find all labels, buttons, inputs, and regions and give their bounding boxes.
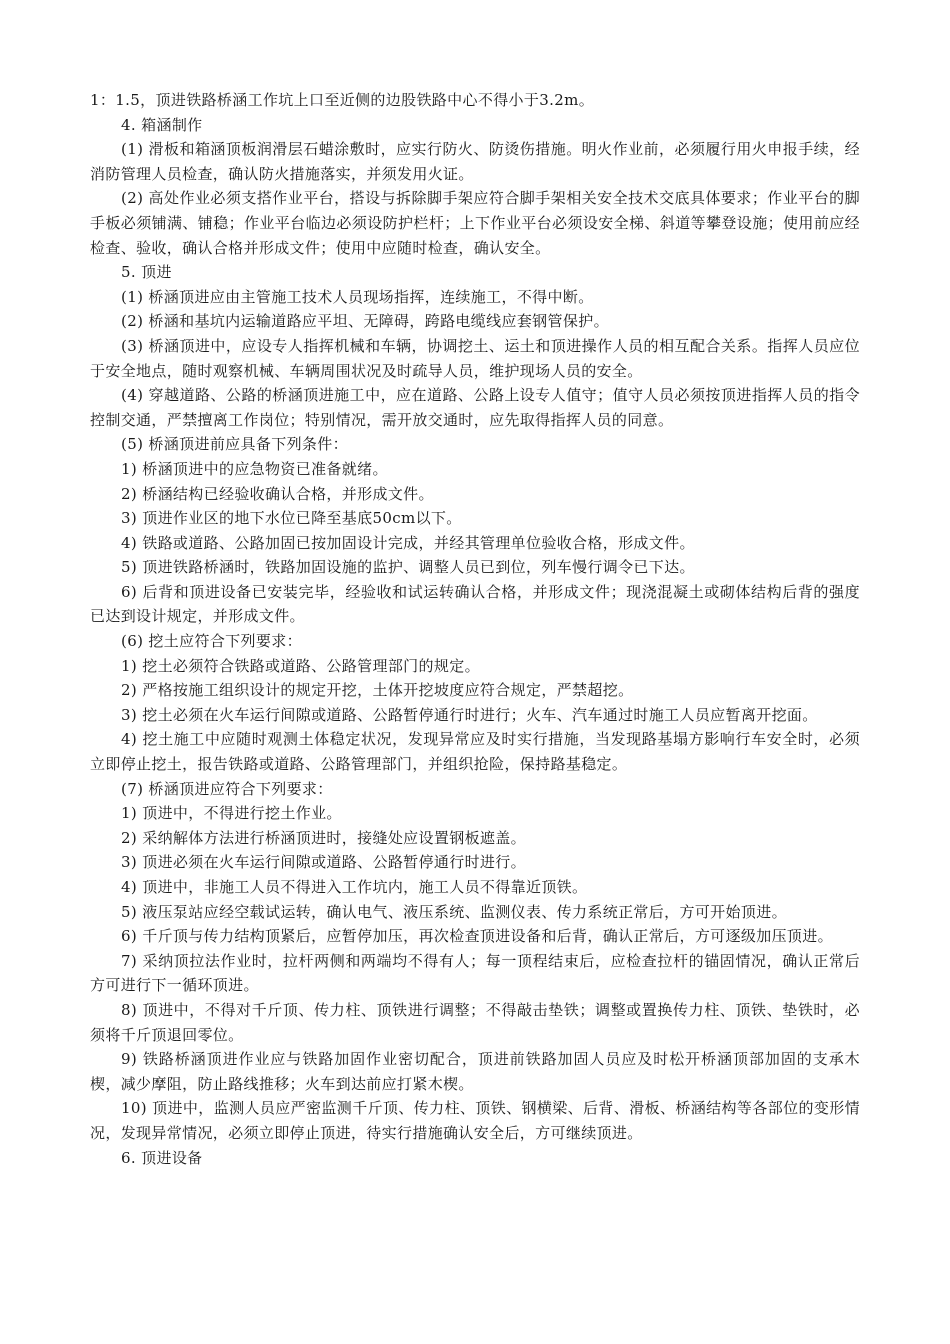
document-page [90,88,860,1170]
list-item: 4) 挖土施工中应随时观测土体稳定状况，发现异常应及时实行措施，当发现路基塌方影响行车安全时，必须立即停止挖土，报告铁路或道路、公路管理部门，并组织抢险，保持路基稳定。 [90,730,860,774]
list-item: 1) 顶进中，不得进行挖土作业。 [121,804,342,823]
paragraph: (3) 桥涵顶进中，应设专人指挥机械和车辆，协调挖土、运土和顶进操作人员的相互配合关系。指挥人员应位于安全地点，随时观察机械、车辆周围状况及时疏导人员，维护现场人员的安全。 [90,336,860,380]
paragraph: (7) 桥涵顶进应符合下列要求： [121,779,333,798]
list-item: 8) 顶进中，不得对千斤顶、传力柱、顶铁进行调整；不得敲击垫铁；调整或置换传力柱、顶铁、垫铁时，必须将千斤顶退回零位。 [90,1000,860,1044]
paragraph: (4) 穿越道路、公路的桥涵顶进施工中，应在道路、公路上设专人值守；值守人员必须按顶进指挥人员的指令控制交通，严禁擅离工作岗位；特别情况，需开放交通时，应先取得指挥人员的同意。 [90,386,860,429]
section-heading: 4. 箱涵制作 [121,115,203,134]
list-item: 3) 顶进必须在火车运行间隙或道路、公路暂停通行时进行。 [121,853,526,872]
list-item: 1) 桥涵顶进中的应急物资已准备就绪。 [121,459,388,478]
list-item: 7) 采纳顶拉法作业时，拉杆两侧和两端均不得有人；每一顶程结束后，应检查拉杆的锚固情况，确认正常后方可进行下一循环顶进。 [90,951,860,995]
paragraph: (5) 桥涵顶进前应具备下列条件： [121,435,348,454]
list-item: 5) 顶进铁路桥涵时，铁路加固设施的监护、调整人员已到位，列车慢行调令已下达。 [121,558,695,577]
list-item: 1) 挖土必须符合铁路或道路、公路管理部门的规定。 [121,656,480,675]
list-item: 10) 顶进中，监测人员应严密监测千斤顶、传力柱、顶铁、钢横梁、后背、滑板、桥涵结构等各部位的变形情况，发现异常情况，必须立即停止顶进，待实行措施确认安全后，方可继续顶进。 [90,1099,860,1142]
list-item: 6) 千斤顶与传力结构顶紧后，应暂停加压，再次检查顶进设备和后背，确认正常后，方可逐级加压顶进。 [121,927,833,946]
list-item: 6) 后背和顶进设备已安装完毕，经验收和试运转确认合格，并形成文件；现浇混凝土或砌体结构后背的强度已达到设计规定，并形成文件。 [90,582,860,626]
list-item: 2) 桥涵结构已经验收确认合格，并形成文件。 [121,484,434,503]
paragraph: 1：1.5，顶进铁路桥涵工作坑上口至近侧的边股铁路中心不得小于3.2m。 [90,91,595,109]
paragraph: (1) 滑板和箱涵顶板润滑层石蜡涂敷时，应实行防火、防烫伤措施。明火作业前，必须履行用火申报手续，经消防管理人员检查，确认防火措施落实，并须发用火证。 [90,140,860,183]
paragraph: (6) 挖土应符合下列要求： [121,632,302,651]
list-item: 2) 严格按施工组织设计的规定开挖，土体开挖坡度应符合规定，严禁超挖。 [121,681,634,700]
list-item: 9) 铁路桥涵顶进作业应与铁路加固作业密切配合，顶进前铁路加固人员应及时松开桥涵顶部加固的支承木楔，减少摩阻，防止路线推移；火车到达前应打紧木楔。 [90,1050,860,1093]
list-item: 3) 顶进作业区的地下水位已降至基底50cm以下。 [121,509,462,528]
list-item: 4) 铁路或道路、公路加固已按加固设计完成，并经其管理单位验收合格，形成文件。 [121,533,695,552]
list-item: 3) 挖土必须在火车运行间隙或道路、公路暂停通行时进行；火车、汽车通过时施工人员应暂离开挖面。 [121,705,818,724]
section-heading: 5. 顶进 [121,263,172,282]
list-item: 4) 顶进中，非施工人员不得进入工作坑内，施工人员不得靠近顶铁。 [121,878,588,896]
paragraph: (2) 高处作业必须支搭作业平台，搭设与拆除脚手架应符合脚手架相关安全技术交底具体要求；作业平台的脚手板必须铺满、铺稳；作业平台临边必须设防护栏杆；上下作业平台必须设安全梯、斜道等攀登设施；使用前应经检查、验收，确认合格并形成文件；使用中应随时检查，确认安全。 [90,189,860,257]
paragraph: (1) 桥涵顶进应由主管施工技术人员现场指挥，连续施工，不得中断。 [121,287,594,306]
list-item: 5) 液压泵站应经空载试运转，确认电气、液压系统、监测仪表、传力系统正常后，方可开始顶进。 [121,902,787,921]
paragraph: (2) 桥涵和基坑内运输道路应平坦、无障碍，跨路电缆线应套钢管保护。 [121,312,609,331]
section-heading: 6. 顶进设备 [121,1148,203,1167]
list-item: 2) 采纳解体方法进行桥涵顶进时，接缝处应设置钢板遮盖。 [121,828,526,847]
